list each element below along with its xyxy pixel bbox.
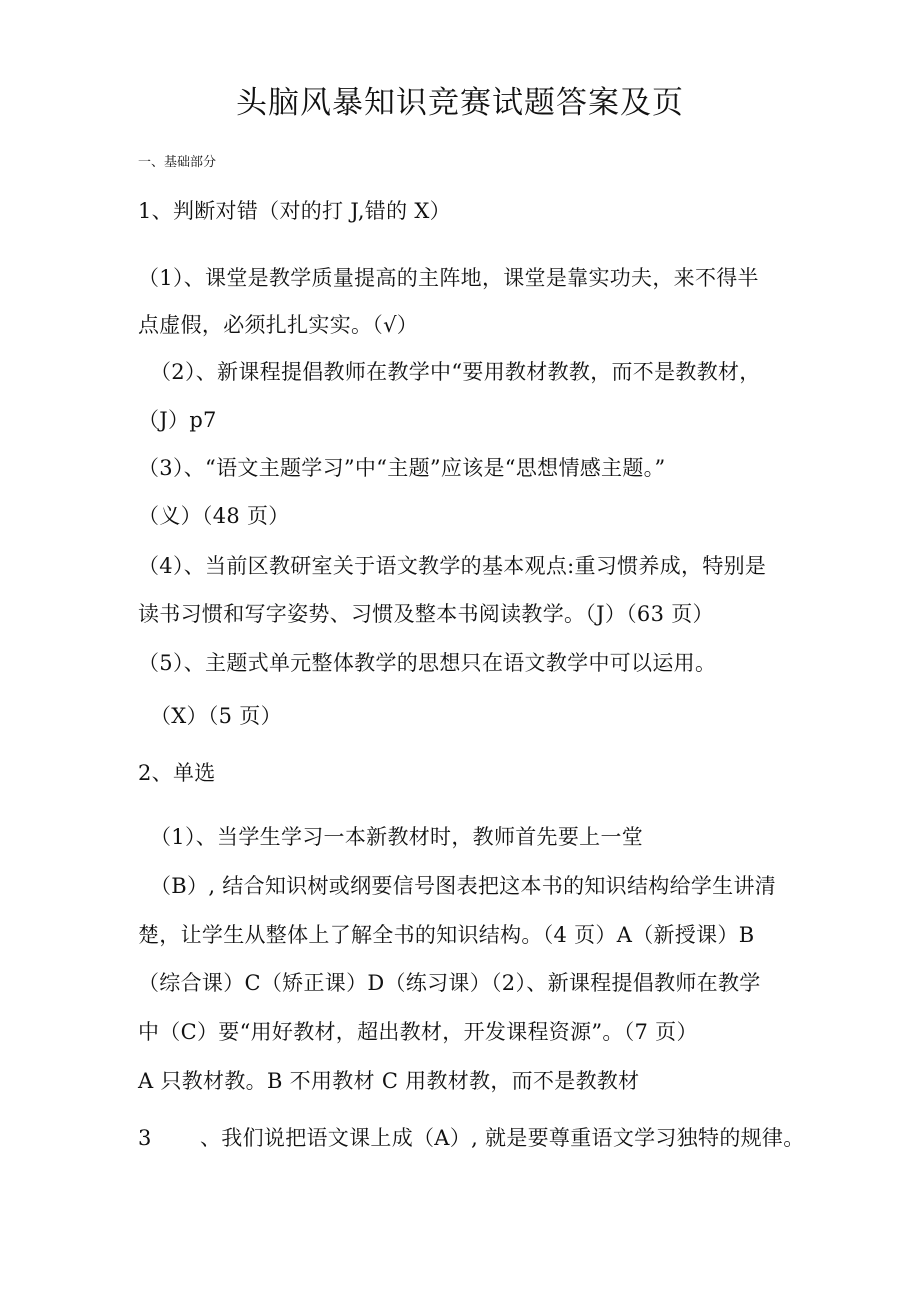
question-1-4-line-1: （4）、当前区教研室关于语文教学的基本观点:重习惯养成，特别是 [138,554,767,578]
question-2-1-line-1: （1）、当学生学习一本新教材时，教师首先要上一堂 [150,825,644,849]
question-1-heading: 1、判断对错（对的打 J,错的 X） [138,199,451,223]
question-1-1-line-2: 点虚假，必须扎扎实实。（√） [138,313,419,337]
question-1-3-line-2: （义）（48 页） [138,504,290,528]
question-2-1-line-2: （B）, 结合知识树或纲要信号图表把这本书的知识结构给学生讲清 [150,874,777,898]
section-heading: 一、基础部分 [138,155,217,170]
document-title: 头脑风暴知识竞赛试题答案及页 [236,85,684,121]
question-3-number: 3 [138,1126,152,1150]
question-2-2-line-1: 中（C）要“用好教材，超出教材，开发课程资源”。（7 页） [138,1020,698,1044]
question-2-1-line-4: （综合课）C（矫正课）D（练习课）（2）、新课程提倡教师在教学 [138,971,761,995]
question-1-1-line-1: （1）、课堂是教学质量提高的主阵地，课堂是靠实功夫，来不得半 [138,266,759,290]
question-1-3-line-1: （3）、“语文主题学习”中“主题”应该是“思想情感主题。” [138,456,666,480]
question-2-2-line-2: A 只教材教。B 不用教材 C 用教材教，而不是教教材 [138,1069,640,1093]
question-2-1-line-3: 楚，让学生从整体上了解全书的知识结构。（4 页）A（新授课）B [138,923,755,947]
question-1-5-line-1: （5）、主题式单元整体教学的思想只在语文教学中可以运用。 [138,651,717,675]
question-3-line [138,1128,805,1149]
question-1-2-line-2: （J）p7 [138,408,217,432]
question-2-heading: 2、单选 [138,761,216,785]
question-1-2-line-1: （2）、新课程提倡教师在教学中“要用教材教教，而不是教教材， [150,360,761,384]
question-3-text: 、我们说把语文课上成（A）, 就是要尊重语文学习独特的规律。 [200,1126,805,1150]
question-1-4-line-2: 读书习惯和写字姿势、习惯及整本书阅读教学。（J）（63 页） [138,602,714,626]
question-1-5-line-2: （X）（5 页） [150,704,282,728]
